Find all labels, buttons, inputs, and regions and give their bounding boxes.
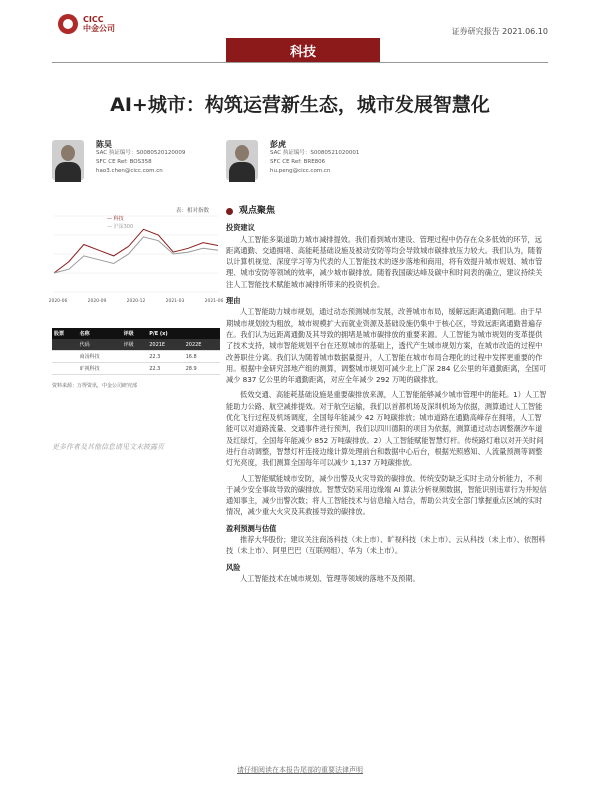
table-header: P/E (x)	[147, 328, 220, 339]
company-logo	[58, 14, 115, 34]
valuation-table	[52, 328, 220, 375]
analyst-name: 陈昊	[96, 140, 112, 149]
legend-entry: — 科技	[107, 216, 124, 222]
report-title: AI+城市：构筑运营新生态，城市发展智慧化	[110, 94, 490, 116]
section-paragraph: 人工智能技术在城市规划、管理等领域的落地不及预期。	[240, 573, 420, 583]
x-tick-label: 2020-12	[126, 299, 146, 304]
analyst-card	[226, 140, 359, 180]
chart-unit-label: 表：相对指数	[176, 208, 210, 214]
table-header: 股票	[52, 328, 78, 339]
note-line: 资料来源：万得资讯，中金公司研究部	[52, 383, 138, 389]
analyst-card	[52, 140, 185, 180]
logo-mark-icon	[58, 14, 78, 34]
table-subheader: 2022E	[184, 339, 220, 351]
analyst-name: 彭虎	[270, 140, 286, 149]
table-note	[52, 382, 220, 390]
x-tick-label: 2021-06	[204, 299, 224, 304]
analyst-sac: SAC 执证编号：S0080520120009	[96, 150, 186, 156]
section-paragraph: 低效交通、高能耗基础设施是重要碳排放来源，人工智能能够减少城市管理中的能耗。1）人工智能助力公路、航空减排提效。对于航空运输，我们以首都机场及深圳机场为依据，测算通过人工智能优化飞行过程及机场调度，全国每年能减少 42 万吨碳排放；城市道路在通勤高峰存在拥堵，人工智能可以对道路流量、交通事件进行预判，我们以四川德阳的项目为依据，测算通过动态调整潮汐车道及红绿灯，全国每年能减少 852 万吨碳排放。2）人工智能赋能智慧灯杆。传统路灯难以对开关时间进行自动调整，智慧灯杆连接边缘计算处理前台和数据中心后台，根据光照感知、人流量预测等调整灯光亮度，我们测算全国每年可以减少 1,137 万吨碳排放。	[226, 390, 547, 468]
logo-text-top: CICC	[83, 15, 104, 24]
section-title: 理由	[226, 296, 241, 306]
main-content	[226, 206, 548, 584]
sector-badge: 科技	[226, 38, 380, 62]
viewpoints-heading: 观点聚焦	[226, 206, 548, 217]
header-divider	[52, 62, 548, 63]
section-paragraph: 人工智能赋能城市安防，减少出警及火灾导致的碳排放。传统安防缺乏实时主动分析能力，不利于减少安全事故导致的碳排放。智慧安防采用边缘端 AI 算法分析视频数据，智能识别违章行为并短信通知事主，减少出警次数；将人工智能技术与信息输入结合，帮助公共安全部门掌握重点区域的实时情况，减少重大火灾及其救援导致的碳排放。	[226, 473, 547, 517]
analyst-photo	[226, 140, 258, 180]
section-paragraph: 推荐大华股份；建议关注商汤科技（未上市）、旷视科技（未上市）、云从科技（未上市）、依图科技（未上市）、阿里巴巴（互联网组）、华为（未上市）。	[226, 535, 546, 556]
x-tick-label: 2021-03	[165, 299, 185, 304]
analyst-sfc: SFC CE Ref: BRE806	[270, 159, 326, 165]
section-paragraph: 人工智能助力城市规划，通过动态预测城市发展，改善城市布局，缓解远距离通勤问题。由于早期城市规划较为粗放，城市规模扩大而就业资源及基础设施仍集中于核心区，导致远距离通勤普遍存在。我们认为远距离通勤及其导致的拥堵是城市碳排放的重要来源。人工智能为城市规划的变革提供了技术支持，城市智能规划平台在还原城市的基础上，透代产生城市规划方案，在城市改造的过程中改善职住分离。我们认为随着城市数据量提升，人工智能在城市布局合理化的过程中发挥更重要的作用。根据中金研究部地产组的测算，调整城市规划可减少北上广深 284 亿公里的年通勤距离，全国可减少 837 亿公里的年通勤距离，对应全年减少 292 万吨的碳排放。	[226, 307, 547, 385]
section-paragraph: 人工智能多渠道助力城市减排提效。我们看到城市建设、管理过程中仍存在众多低效的环节，远距离通勤、交通拥堵、高能耗基础设施及被动安防等均会导致城市碳排放压力较大。我们认为，随着以计算机视觉、深度学习等为代表的人工智能技术的逐步落地和商用，将有效提升城市规划、城市管理、城市安防等领域的效率，减少城市碳排放。随着我国碳达峰及碳中和时间表的确立，建议持续关注人工智能技术赋能城市减排所带来的投资机会。	[226, 234, 543, 289]
table-row: 旷视科技 22.3 28.9	[52, 363, 220, 375]
table-header: 名称	[78, 328, 122, 339]
analyst-photo	[52, 140, 84, 180]
analyst-sfc: SFC CE Ref: BOS358	[96, 159, 152, 165]
analyst-email[interactable]: hao3.chen@cicc.com.cn	[96, 168, 163, 174]
side-disclaimer: 更多作者及其他信息请见文末披露页	[52, 443, 164, 451]
legend-entry: — 沪深300	[107, 224, 134, 230]
footer-legal-link[interactable]: 请仔细阅读在本报告尾部的重要法律声明	[237, 766, 363, 774]
section-title: 投资建议	[226, 223, 255, 233]
section-title: 盈利预测与估值	[226, 523, 277, 533]
table-subheader: 代码	[78, 339, 122, 351]
table-header: 评级	[122, 328, 148, 339]
table-row: 商汤科技 22.3 16.8	[52, 351, 220, 363]
analyst-email[interactable]: hu.peng@cicc.com.cn	[270, 168, 331, 174]
table-subheader: 2021E	[147, 339, 183, 351]
section-title: 风险	[226, 562, 241, 572]
x-tick-label: 2020-09	[87, 299, 107, 304]
table-subheader: 评级	[122, 339, 148, 351]
table-subheader	[52, 339, 78, 351]
x-tick-label: 2020-06	[48, 299, 68, 304]
bullet-icon	[226, 208, 233, 215]
series-line-1	[54, 237, 218, 273]
analyst-sac: SAC 执证编号：S0080521020001	[270, 150, 360, 156]
logo-text-bottom: 中金公司	[83, 24, 115, 33]
report-type-date: 证券研究报告 2021.06.10	[451, 27, 548, 36]
relative-performance-chart	[48, 206, 224, 308]
